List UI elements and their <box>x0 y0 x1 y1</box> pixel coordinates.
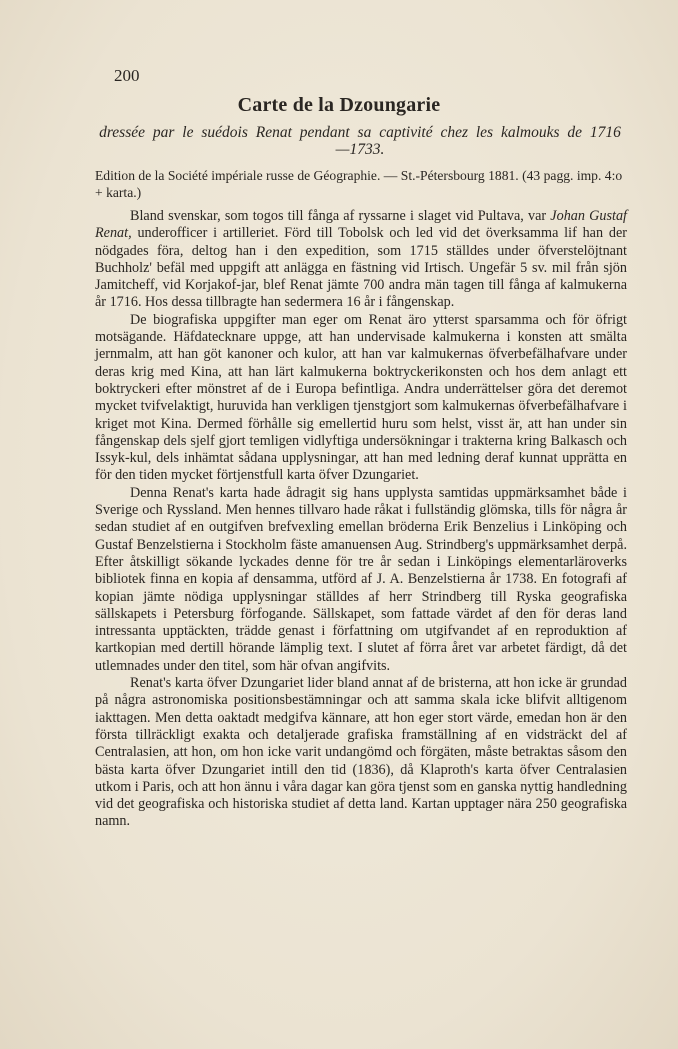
paragraph-3: Denna Renat's karta hade ådragit sig hans upplysta samtidas uppmärksamhet både i Sverige och Ryssland. Men hennes tillvaro hade råkat i fullständig glömska, tills för några år sedan studiet af en outgifven brefvexling emellan bröderna Erik Benzelius i Linköping och Gustaf Benzelstierna i Stockholm fäste amanuensen Aug. Strindberg's uppmärksamhet derpå. Efter åtskilligt sökande lyckades denne för tre år sedan i Linköpings elementarläroverks bibliotek finna en kopia af densamma, utförd af J. A. Benzelstierna år 1738. En fotografi af kopian jämte nödiga upplysningar ställdes af herr Strindberg till Ryska geografiska sällskapets i Petersburg förfogande. Sällskapet, som fattade värdet af den för deras land intressanta upptäckten, trädde genast i författning om utgifvandet af en reproduktion af kartkopian med dertill hörande lämplig text. I slutet af förra året var arbetet färdigt, då det utlemnades under den titel, som här ofvan angifvits. <box>95 484 627 674</box>
paragraph-4: Renat's karta öfver Dzungariet lider bland annat af de bristerna, att hon icke är grundad på några astronomiska positionsbestämningar och att samma skala icke blifvit alltigenom iakttagen. Men detta oaktadt medgifva kännare, att hon eger stort värde, emedan hon är den första tillräckligt exakta och detaljerade grafiska framställning af en vidsträckt del af Centralasien, att hon, om hon icke varit undangömd och förgäten, måste betraktas såsom den bästa karta öfver Dzungariet intill den tid (1836), då Klaproth's karta öfver Centralasien utkom i Paris, och att hon ännu i våra dagar kan göra tjenst som en ganska nyttig handledning vid det geografiska och historiska studiet af detta land. Kartan upptager nära 250 geografiska namn. <box>95 675 627 830</box>
article-body <box>95 208 627 831</box>
paragraph-1-rest: underofficer i artilleriet. Förd till Tobolsk och led vid det överksamma lif han der nödgades föra, deltog han i den expedition, som 1715 ställdes under öfverstelöjtnant Buchholz' befäl med uppgift att anlägga en fästning vid Irtisch. Ungefär 5 sv. mil från sjön Jamitcheff, vid Korjakof-jar, blef Renat jämte 700 andra män tagen till fånga af kalmukerna år 1716. Hos dessa tillbragte han sedermera 16 år i fångenskap. <box>95 225 627 311</box>
paragraph-1 <box>95 208 627 312</box>
paragraph-1-start: Bland svenskar, som togos till fånga af ryssarne i slaget vid Pultava, var <box>130 208 551 224</box>
person-name: Johan Gustaf Renat, <box>95 208 627 242</box>
edition-note: Edition de la Société impériale russe de Géographie. — St.-Pétersbourg 1881. (43 pagg. imp. 4:o + karta.) <box>95 168 623 200</box>
page-title: Carte de la Dzoungarie <box>237 94 441 116</box>
paragraph-2: De biografiska uppgifter man eger om Renat äro ytterst sparsamma och för öfrigt motsägande. Häfdatecknare uppge, att han undervisade kalmukerna i konsten att smälta jernmalm, att han göt kanoner och kulor, att han var kalmukernas öfverbefälhafvare under deras krig med Kina, att han lärt kalmukerna boktryckerikonsten och hos dem anlagt ett boktryckeri efter mönstret af de i Europa befintliga. Andra underrättelser göra det deremot mycket tvifvelaktigt, huruvida han verkligen tjenstgjort som kalmukernas öfverbefälhafvare i kriget mot Kina. Dermed förhålle sig emellertid huru som helst, visst är, att han under sin fångenskap dels sjelf gjort temligen vidlyftiga undersökningar i trakterna kring Balkasch och Issyk-kul, dels inhämtat sådana upplysningar, att han med ledning deraf kunnat upprätta en för den tiden mycket förtjenstfull karta öfver Dzungariet. <box>95 311 627 484</box>
page-number: 200 <box>114 66 140 85</box>
subtitle: dressée par le suédois Renat pendant sa captivité chez les kalmouks de 1716—1733. <box>99 124 621 158</box>
